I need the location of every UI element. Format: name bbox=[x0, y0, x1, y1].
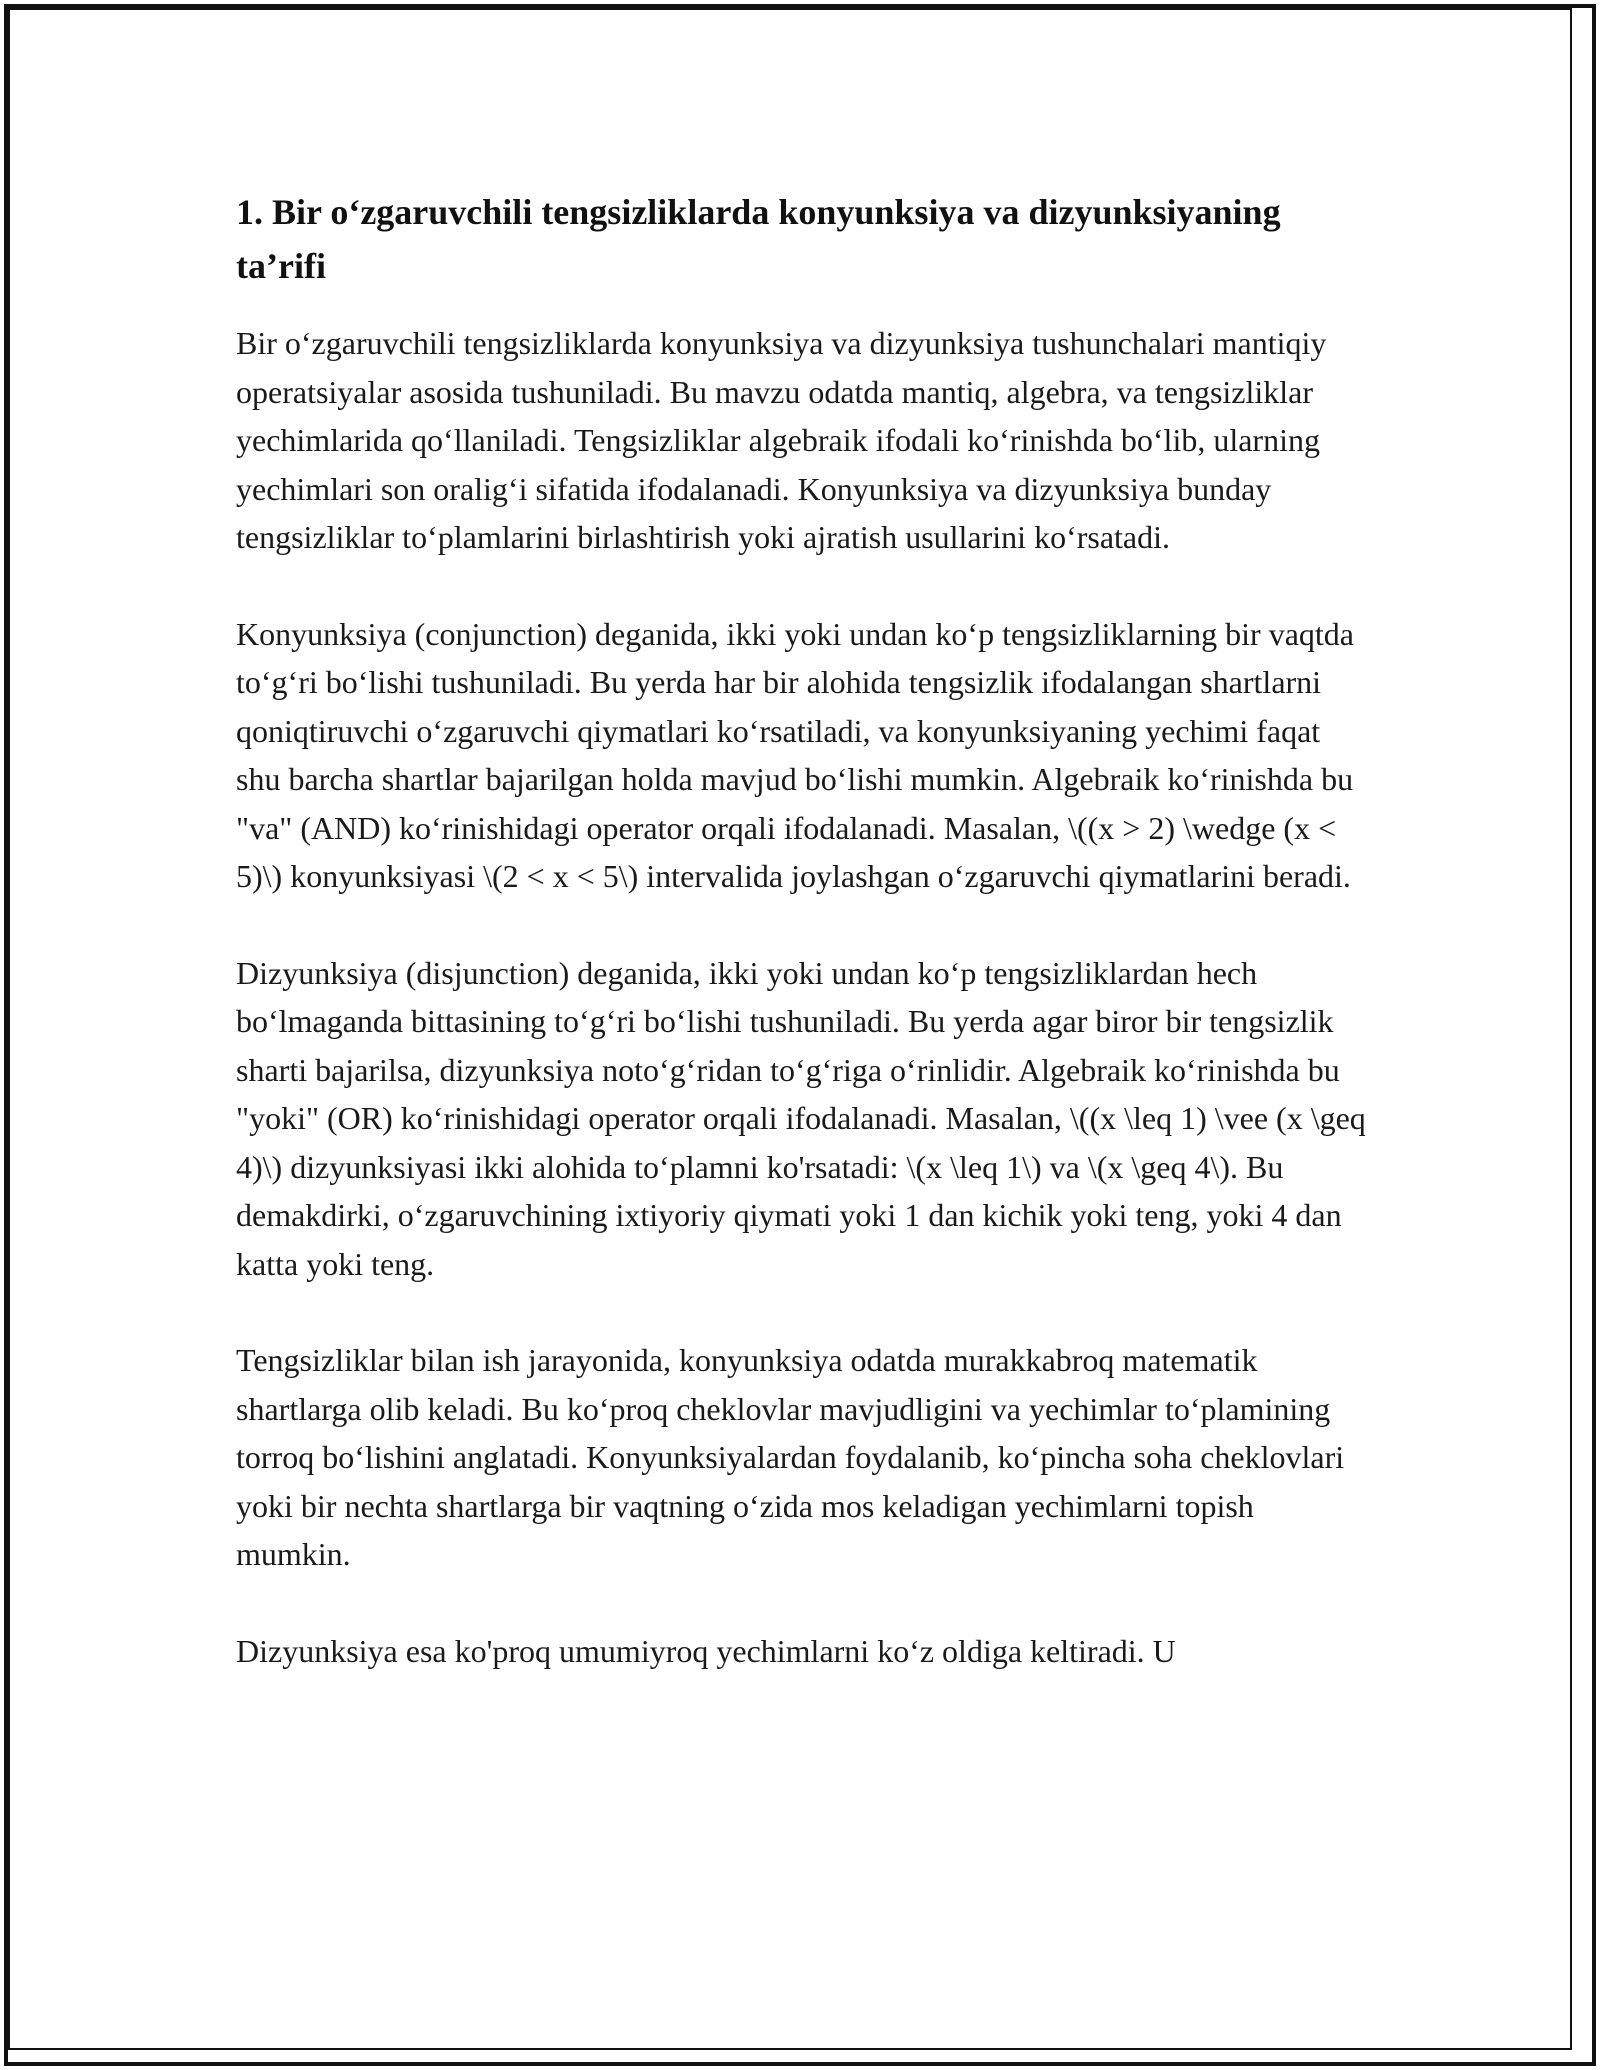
paragraph-disjunction: Dizyunksiya (disjunction) deganida, ikki yoki undan ko‘p tengsizliklardan hech bo‘lmaganda bittasining to‘g‘ri bo‘lishi tushuniladi. Bu yerda agar biror bir tengsizlik sharti bajarilsa, dizyunksiya noto‘g‘ridan to‘g‘riga o‘rinlidir. Algebraik ko‘rinishda bu "yoki" (OR) ko‘rinishidagi operator orqali ifodalanadi. Masalan, \((x \leq 1) \vee (x \geq 4)\) dizyunksiyasi ikki alohida to‘plamni ko'rsatadi: \(x \leq 1\) va \(x \geq 4\). Bu demakdirki, o‘zgaruvchining ixtiyoriy qiymati yoki 1 dan kichik yoki teng, yoki 4 dan katta yoki teng. bbox=[236, 954, 1366, 1282]
paragraph-intro: Bir o‘zgaruvchili tengsizliklarda konyunksiya va dizyunksiya tushunchalari mantiqiy operatsiyalar asosida tushuniladi. Bu mavzu odatda mantiq, algebra, va tengsizliklar yechimlarida qo‘llaniladi. Tengsizliklar algebraik ifodali ko‘rinishda bo‘lib, ularning yechimlari son oralig‘i sifatida ifodalanadi. Konyunksiya va dizyunksiya bunday tengsizliklar to‘plamlarini birlashtirish yoki ajratish usullarini ko‘rsatadi. bbox=[236, 325, 1327, 555]
paragraph-conjunction: Konyunksiya (conjunction) deganida, ikki yoki undan ko‘p tengsizliklarning bir vaqtda to‘g‘ri bo‘lishi tushuniladi. Bu yerda har bir alohida tengsizlik ifodalangan shartlarni qoniqtiruvchi o‘zgaruvchi qiymatlari ko‘rsatiladi, va konyunksiyaning yechimi faqat shu barcha shartlar bajarilgan holda mavjud bo‘lishi mumkin. Algebraik ko‘rinishda bu "va" (AND) ko‘rinishidagi operator orqali ifodalanadi. Masalan, \((x > 2) \wedge (x < 5)\) konyunksiyasi \(2 < x < 5\) intervalida joylashgan o‘zgaruvchi qiymatlarini beradi. bbox=[236, 615, 1354, 894]
section-heading: 1. Bir o‘zgaruvchili tengsizliklarda konyunksiya va dizyunksiyaning ta’rifi bbox=[236, 192, 1281, 286]
paragraph-conjunction-usage: Tengsizliklar bilan ish jarayonida, konyunksiya odatda murakkabroq matematik shartlarga olib keladi. Bu ko‘proq cheklovlar mavjudligini va yechimlar to‘plamining torroq bo‘lishini anglatadi. Konyunksiyalardan foydalanib, ko‘pincha soha cheklovlari yoki bir nechta shartlarga bir vaqtning o‘zida mos keladigan yechimlarni topish mumkin. bbox=[236, 1342, 1345, 1572]
paragraph-disjunction-usage: Dizyunksiya esa ko'proq umumiyroq yechimlarni ko‘z oldiga keltiradi. U bbox=[236, 1632, 1176, 1669]
document-body bbox=[236, 185, 1366, 1723]
